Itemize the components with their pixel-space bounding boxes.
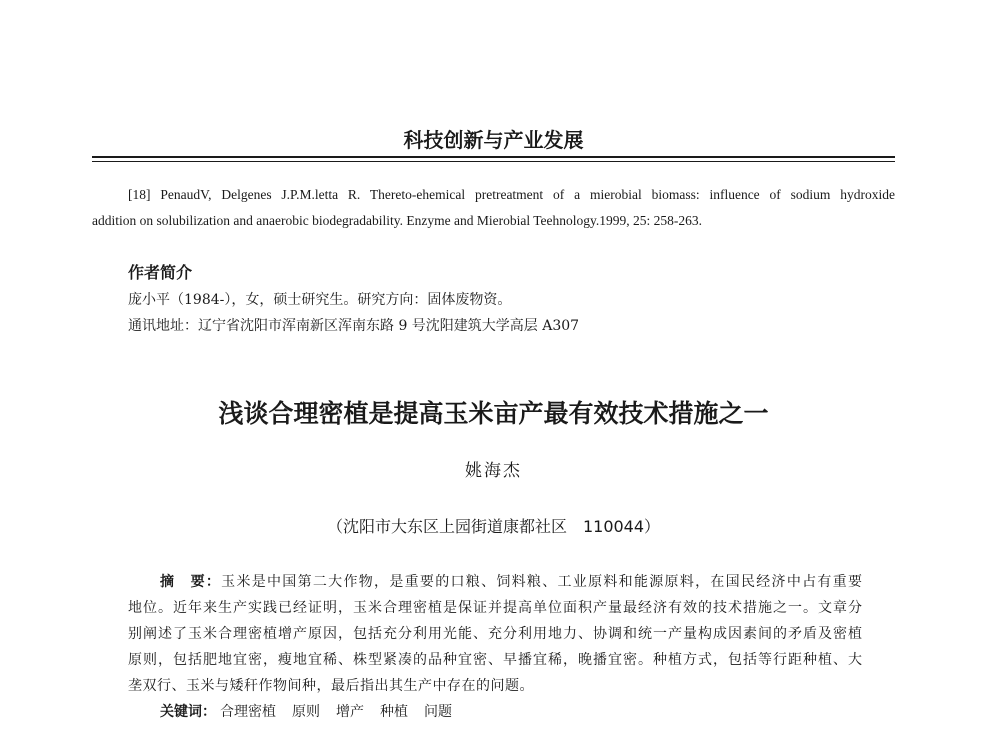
abstract-line-2: 地位。近年来生产实践已经证明，玉米合理密植是保证并提高单位面积产量最经济有效的技术措施之一。文章分 <box>128 600 862 616</box>
keyword: 增产 <box>336 704 364 720</box>
article-author: 姚海杰 <box>465 461 522 481</box>
article-title: 浅谈合理密植是提高玉米亩产最有效技术措施之一 <box>218 399 769 428</box>
author-bio-heading: 作者简介 <box>128 263 193 282</box>
abstract-label: 摘 要： <box>160 574 222 590</box>
abstract-text: 玉米是中国第二大作物，是重要的口粮、饲料粮、工业原料和能源原料，在国民经济中占有重要 <box>221 574 862 590</box>
keywords <box>160 703 452 721</box>
keyword: 问题 <box>424 704 452 720</box>
reference-line-2: addition on solubilization and anaerobic biodegradability. Enzyme and Mierobial Teehnology.1999, 25: 258-263. <box>92 213 703 228</box>
abstract-line-3: 别阐述了玉米合理密植增产原因，包括充分利用光能、充分利用地力、协调和统一产量构成因素间的矛盾及密植 <box>128 626 862 642</box>
keyword: 种植 <box>380 704 408 720</box>
article-affiliation: （沈阳市大东区上园街道康都社区 110044） <box>326 517 661 536</box>
header-rule-thin <box>92 161 895 162</box>
keyword: 合理密植 <box>220 704 276 720</box>
abstract-line-1 <box>160 573 862 591</box>
abstract-line-5: 垄双行、玉米与矮秆作物间种，最后指出其生产中存在的问题。 <box>128 678 534 694</box>
author-address-line: 通讯地址：辽宁省沈阳市浑南新区浑南东路 9 号沈阳建筑大学高层 A307 <box>128 318 580 334</box>
reference-line-1: [18] PenaudV, Delgenes J.P.M.letta R. Thereto-ehemical pretreatment of a mierobial biomass: influence of sodium hydroxide <box>128 187 895 202</box>
keyword: 原则 <box>292 704 320 720</box>
keywords-label: 关键词： <box>160 704 216 720</box>
abstract-line-4: 原则，包括肥地宜密，瘦地宜稀、株型紧凑的品种宜密、早播宜稀，晚播宜密。种植方式，包括等行距种植、大 <box>128 652 862 668</box>
author-bio-line: 庞小平（1984-），女，硕士研究生。研究方向：固体废物资。 <box>128 292 512 308</box>
header-rule-thick <box>92 156 895 158</box>
running-header: 科技创新与产业发展 <box>403 128 584 152</box>
